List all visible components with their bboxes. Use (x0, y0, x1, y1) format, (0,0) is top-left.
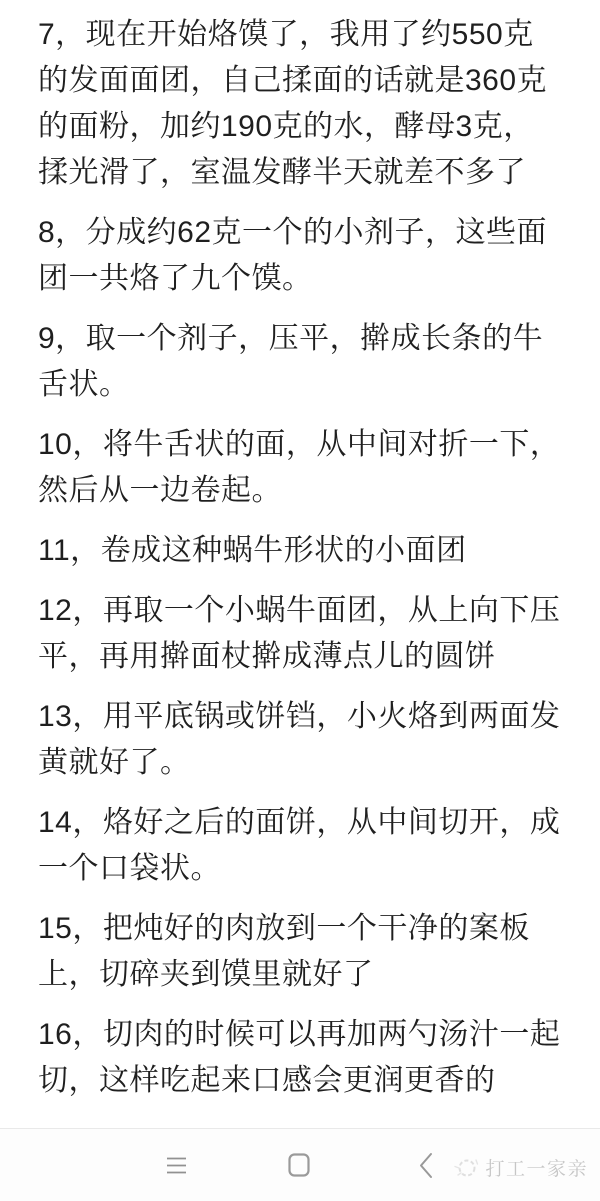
recipe-step-paragraph: 16，切肉的时候可以再加两勺汤汁一起切，这样吃起来口感会更润更香的 (38, 1018, 561, 1097)
recents-icon (288, 1153, 310, 1177)
recipe-step-paragraph: 10，将牛舌状的面，从中间对折一下，然后从一边卷起。 (38, 428, 561, 507)
system-nav-bar (0, 1128, 600, 1201)
recipe-step-paragraph: 14，烙好之后的面饼，从中间切开，成一个口袋状。 (38, 806, 561, 885)
recipe-step-paragraph: 9，取一个剂子，压平，擀成长条的牛舌状。 (38, 322, 544, 401)
recipe-step-paragraph: 7，现在开始烙馍了，我用了约550克的发面面团，自己揉面的话就是360克的面粉，加约190克的水，酵母3克，揉光滑了，室温发酵半天就差不多了 (38, 18, 548, 189)
menu-button[interactable] (148, 1129, 204, 1201)
recipe-step-paragraph: 11，卷成这种蜗牛形状的小面团 (38, 534, 467, 567)
menu-icon (166, 1156, 187, 1175)
back-button[interactable] (397, 1129, 453, 1201)
recents-button[interactable] (271, 1129, 327, 1201)
sun-logo-icon (452, 1153, 480, 1181)
watermark-label: 打工一家亲 (485, 1158, 588, 1180)
recipe-step-paragraph: 15，把炖好的肉放到一个干净的案板上，切碎夹到馍里就好了 (38, 912, 530, 991)
back-chevron-icon (418, 1152, 433, 1179)
watermark (452, 1153, 588, 1181)
recipe-step-paragraph: 12，再取一个小蜗牛面团，从上向下压平，再用擀面杖擀成薄点儿的圆饼 (38, 594, 561, 673)
recipe-step-paragraph: 13，用平底锅或饼铛，小火烙到两面发黄就好了。 (38, 700, 561, 779)
recipe-step-paragraph: 8，分成约62克一个的小剂子，这些面团一共烙了九个馍。 (38, 216, 548, 295)
